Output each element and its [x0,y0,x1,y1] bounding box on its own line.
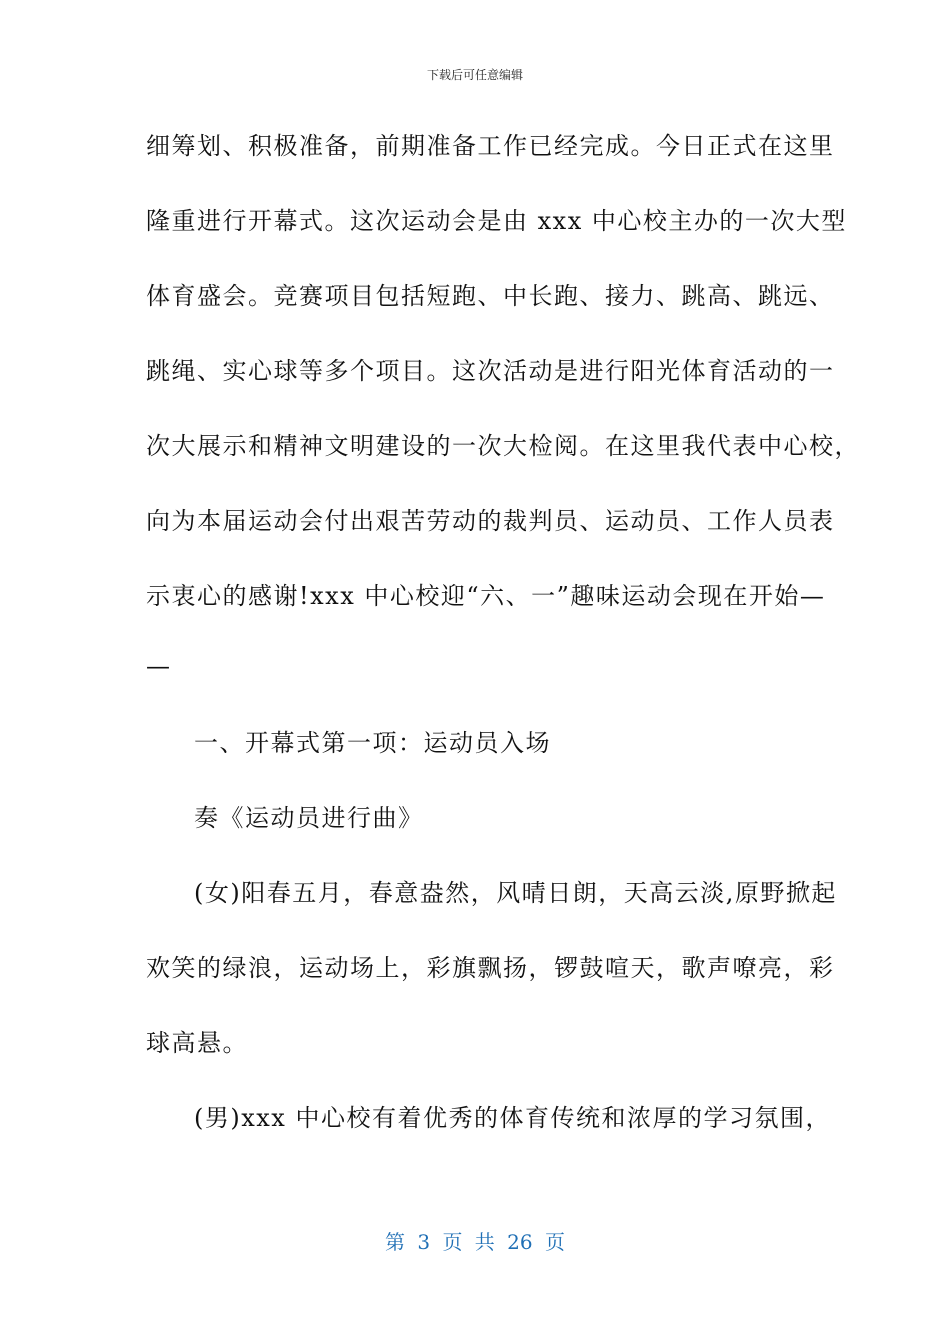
paragraph-line: 跳绳、实心球等多个项目。这次活动是进行阳光体育活动的一 [146,357,835,385]
paragraph-line: 次大展示和精神文明建设的一次大检阅。在这里我代表中心校， [146,432,860,460]
paragraph-line: 向为本届运动会付出艰苦劳动的裁判员、运动员、工作人员表 [146,507,835,535]
paragraph-line: 体育盛会。竞赛项目包括短跑、中长跑、接力、跳高、跳远、 [146,282,835,310]
paragraph-line: 隆重进行开幕式。这次运动会是由 xxx 中心校主办的一次大型 [146,207,847,235]
section-heading: 一、开幕式第一项：运动员入场 [194,729,551,757]
paragraph-line: 欢笑的绿浪，运动场上，彩旗飘扬，锣鼓喧天，歌声嘹亮，彩 [146,954,835,982]
paragraph-line: 示衷心的感谢!xxx 中心校迎“六、一”趣味运动会现在开始— [146,582,826,610]
paragraph-line: 细筹划、积极准备，前期准备工作已经完成。今日正式在这里 [146,132,835,160]
paragraph-line: 奏《运动员进行曲》 [194,804,424,832]
paragraph-line: (女)阳春五月，春意盎然，风晴日朗，天高云淡,原野掀起 [194,879,837,907]
page-number-footer: 第 3 页 共 26 页 [385,1230,565,1254]
page-header: 下载后可任意编辑 [426,68,523,82]
paragraph-line: 球高悬。 [146,1029,248,1057]
paragraph-line: (男)xxx 中心校有着优秀的体育传统和浓厚的学习氛围， [194,1104,831,1132]
paragraph-line: — [146,652,172,680]
